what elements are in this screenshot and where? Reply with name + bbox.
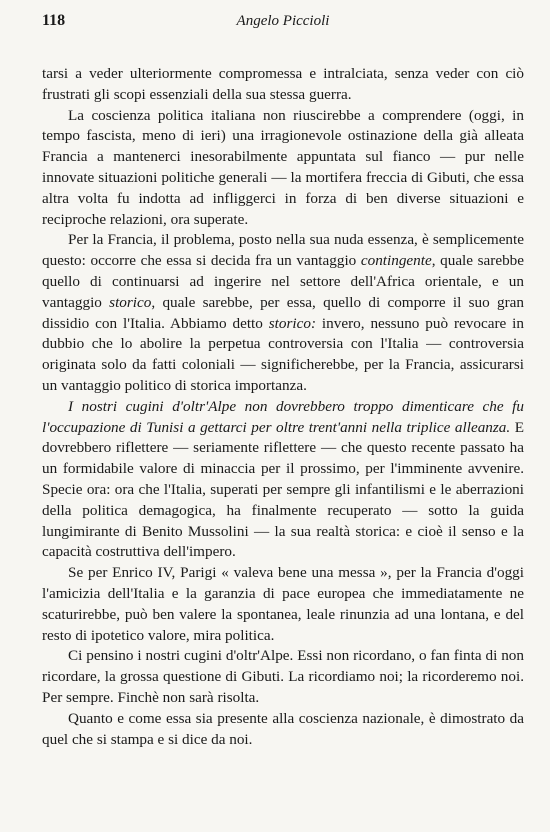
book-page	[42, 10, 524, 750]
emphasis: storico	[109, 293, 152, 311]
running-head-author: Angelo Piccioli	[236, 13, 330, 29]
running-head	[42, 10, 524, 38]
paragraph-3: Per la Francia, il problema, posto nella sua nuda essenza, è semplicemente questo: occorre che essa si decida fra un vantaggio contingente, quale sarebbe quello di continuarsi ad ingerire nel settore dell'Africa orientale, e un vantaggio storico, quale sarebbe, per essa, quello di comporre il suo gran dissidio con l'Italia. Abbiamo detto storico: invero, nessuno può revocare in dubbio che lo abolire la perpetua controversia con l'Italia — controversia originata solo da fatti coloniali — significherebbe, per la Francia, assicurarsi un vantaggio politico di storica importanza.	[42, 231, 525, 394]
emphasis: storico:	[268, 314, 317, 332]
emphasis: I nostri cugini d'oltr'Alpe non dovrebbero troppo dimenticare che fu l'occupazione di Tunisi a gettarci per oltre trent'anni nella triplice alleanza.	[42, 397, 524, 436]
paragraph-5: Se per Enrico IV, Parigi « valeva bene una messa », per la Francia d'oggi l'amicizia dell'Italia e la garanzia di pace europea che immediatamente ne scaturirebbe, può ben valere la spontanea, leale rinunzia ad una lontana, e del resto di ipotetico valore, mira politica.	[42, 564, 524, 644]
body-text	[42, 64, 524, 750]
paragraph-7: Quanto e come essa sia presente alla coscienza nazionale, è dimostrato da quel che si stampa e si dice da noi.	[42, 709, 524, 748]
emphasis: contingente	[360, 252, 432, 270]
page-number: 118	[42, 12, 66, 29]
paragraph-4: I nostri cugini d'oltr'Alpe non dovrebbero troppo dimenticare che fu l'occupazione di Tunisi a gettarci per oltre trent'anni nella triplice alleanza. E dovrebbero riflettere — seriamente riflettere — che questo recente passato ha un formidabile valore di minaccia per il prossimo, per l'imminente avvenire. Specie ora: ora che l'Italia, superati per sempre gli infantilismi e le aberrazioni della politica demagogica, ha finalmente recuperato — sotto la guida lungimirante di Benito Mussolini — la sua realtà storica: e cioè il senso e la capacità costruttiva dell'impero.	[42, 397, 524, 561]
paragraph-6: Ci pensino i nostri cugini d'oltr'Alpe. Essi non ricordano, o fan finta di non ricordare, la grossa questione di Gibuti. La ricordiamo noi; la ricorderemo noi. Per sempre. Finchè non sarà risolta.	[42, 647, 524, 706]
paragraph-1: tarsi a veder ulteriormente compromessa e intralciata, senza veder con ciò frustrati gli scopi essenziali della sua stessa guerra.	[42, 65, 524, 103]
paragraph-2: La coscienza politica italiana non riuscirebbe a comprendere (oggi, in tempo fascista, meno di ieri) una irragionevole ostinazione della già alleata Francia a mantenerci inesorabilmente appuntata sul fianco — pur nelle innovate situazioni politiche generali — la mortifera freccia di Gibuti, che essa altra volta fu indotta ad infliggerci in forza di ben diverse situazioni e reciproche relazioni, ora superate.	[42, 106, 524, 228]
